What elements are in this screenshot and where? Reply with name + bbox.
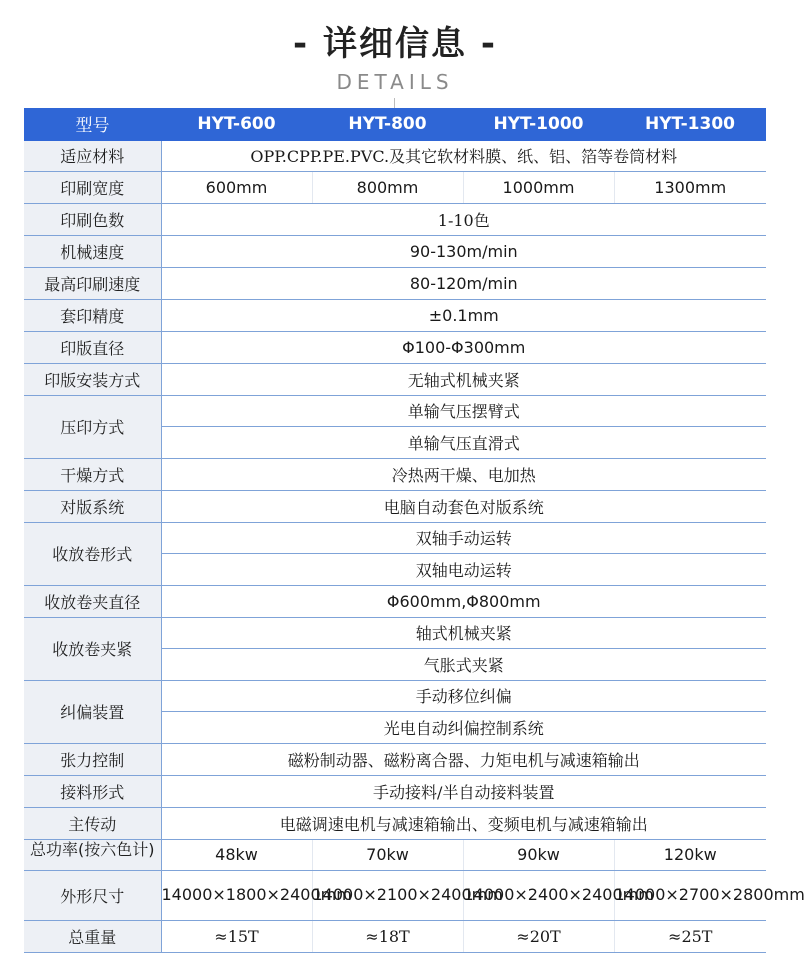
- row-value: Φ100-Φ300mm: [161, 331, 766, 363]
- table-row: [24, 522, 766, 553]
- table-row: [24, 617, 766, 648]
- table-header-row: [24, 108, 766, 140]
- model-name: HYT-1000: [463, 108, 614, 140]
- row-value: 1000mm: [463, 171, 614, 203]
- row-label: 收放卷夹紧: [24, 617, 161, 680]
- page-subtitle: DETAILS: [336, 70, 454, 94]
- spec-table: [24, 108, 805, 953]
- row-value: 单输气压摆臂式: [161, 395, 766, 426]
- row-value: 气胀式夹紧: [161, 648, 766, 680]
- table-row: [24, 203, 766, 235]
- row-label: 外形尺寸: [24, 870, 161, 920]
- table-row: [24, 680, 766, 711]
- row-value: 冷热两干燥、电加热: [161, 458, 766, 490]
- row-value: 手动移位纠偏: [161, 680, 766, 711]
- row-value: 1-10色: [161, 203, 766, 235]
- model-name: HYT-600: [161, 108, 312, 140]
- row-label: 适应材料: [24, 140, 161, 171]
- row-value: 光电自动纠偏控制系统: [161, 711, 766, 743]
- table-row: [24, 920, 766, 952]
- row-value: 14000×2100×2400mm: [312, 870, 463, 920]
- row-value: 单输气压直滑式: [161, 426, 766, 458]
- row-value: 电脑自动套色对版系统: [161, 490, 766, 522]
- table-row: [24, 363, 766, 395]
- row-value: 14000×2400×2400mm: [463, 870, 614, 920]
- table-row: [24, 743, 766, 775]
- table-row: [24, 331, 766, 363]
- row-label: 机械速度: [24, 235, 161, 267]
- row-value: Φ600mm,Φ800mm: [161, 585, 766, 617]
- row-value: 120kw: [614, 839, 766, 870]
- row-label: 印版直径: [24, 331, 161, 363]
- table-row: [24, 267, 766, 299]
- table-row: [24, 839, 766, 870]
- row-value: 无轴式机械夹紧: [161, 363, 766, 395]
- row-value: 14000×1800×2400mm: [161, 870, 312, 920]
- row-value: 手动接料/半自动接料装置: [161, 775, 766, 807]
- row-label: 对版系统: [24, 490, 161, 522]
- row-label: 收放卷形式: [24, 522, 161, 585]
- page-heading: [0, 0, 790, 108]
- table-row: [24, 140, 766, 171]
- row-value: 磁粉制动器、磁粉离合器、力矩电机与减速箱输出: [161, 743, 766, 775]
- row-label: 总重量: [24, 920, 161, 952]
- table-row: [24, 585, 766, 617]
- row-value: 800mm: [312, 171, 463, 203]
- row-label: 主传动: [24, 807, 161, 839]
- row-value: 80-120m/min: [161, 267, 766, 299]
- row-value: ≈15T: [161, 920, 312, 952]
- row-value: ≈18T: [312, 920, 463, 952]
- row-label: 接料形式: [24, 775, 161, 807]
- row-value: OPP.CPP.PE.PVC.及其它软材料膜、纸、铝、箔等卷筒材料: [161, 140, 766, 171]
- model-name: HYT-800: [312, 108, 463, 140]
- page-title: - 详细信息 -: [293, 24, 497, 64]
- row-value: 电磁调速电机与减速箱输出、变频电机与减速箱输出: [161, 807, 766, 839]
- row-label: 压印方式: [24, 395, 161, 458]
- row-value: 600mm: [161, 171, 312, 203]
- row-label: 印刷色数: [24, 203, 161, 235]
- table-row: [24, 299, 766, 331]
- row-label: 张力控制: [24, 743, 161, 775]
- table-row: [24, 395, 766, 426]
- row-value: 双轴手动运转: [161, 522, 766, 553]
- row-label: 印刷宽度: [24, 171, 161, 203]
- table-row: [24, 235, 766, 267]
- table-row: [24, 775, 766, 807]
- row-value: 轴式机械夹紧: [161, 617, 766, 648]
- table-row: [24, 171, 766, 203]
- row-value: 48kw: [161, 839, 312, 870]
- model-header-label: 型号: [24, 108, 161, 140]
- row-label: 总功率(按六色计): [30, 839, 155, 859]
- row-label: 最高印刷速度: [24, 267, 161, 299]
- row-value: ±0.1mm: [161, 299, 766, 331]
- table-row: [24, 807, 766, 839]
- row-label: 干燥方式: [24, 458, 161, 490]
- row-value: ≈25T: [614, 920, 766, 952]
- row-value: ≈20T: [463, 920, 614, 952]
- row-value: 1300mm: [614, 171, 766, 203]
- row-value: 双轴电动运转: [161, 553, 766, 585]
- row-label-cell: [24, 839, 161, 870]
- row-label: 纠偏装置: [24, 680, 161, 743]
- model-name: HYT-1300: [614, 108, 766, 140]
- row-value: 90kw: [463, 839, 614, 870]
- table-row: [24, 458, 766, 490]
- row-value: 14000×2700×2800mm: [614, 870, 766, 920]
- row-label: 套印精度: [24, 299, 161, 331]
- row-label: 印版安装方式: [24, 363, 161, 395]
- row-value: 70kw: [312, 839, 463, 870]
- table-row: [24, 870, 766, 920]
- row-value: 90-130m/min: [161, 235, 766, 267]
- row-label: 收放卷夹直径: [24, 585, 161, 617]
- table-row: [24, 490, 766, 522]
- heading-divider-tick: [394, 98, 395, 108]
